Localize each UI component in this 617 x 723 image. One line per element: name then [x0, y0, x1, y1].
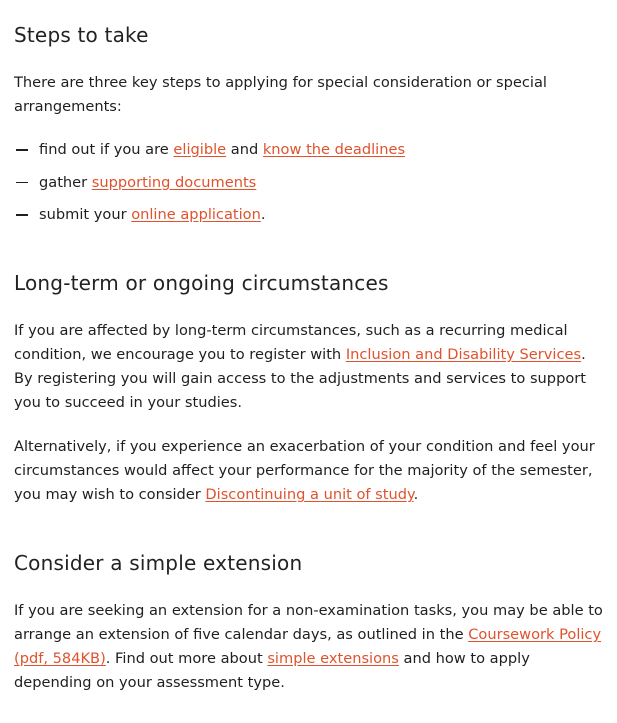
- discontinuing-unit-link[interactable]: Discontinuing a unit of study: [205, 486, 414, 503]
- steps-intro-text: There are three key steps to applying for special consideration or special arrangements:: [14, 74, 547, 115]
- extension-heading: Consider a simple extension: [14, 551, 303, 575]
- list-item: [14, 138, 594, 162]
- list-item-text: and: [226, 141, 263, 158]
- paragraph-text: .: [413, 486, 419, 503]
- list-item: [14, 203, 594, 227]
- steps-list: [14, 138, 594, 236]
- paragraph-text: . Find out more about: [105, 650, 268, 667]
- supporting-documents-link[interactable]: supporting documents: [91, 173, 257, 191]
- list-item-text: find out if you are: [39, 141, 174, 158]
- long-term-heading: Long-term or ongoing circumstances: [14, 271, 389, 295]
- paragraph-text: . By registering you will gain access to the adjustments and services to support you to succeed in your studies.: [14, 346, 586, 411]
- list-item: [14, 171, 594, 195]
- extension-paragraph: [14, 599, 604, 695]
- list-item-text: gather: [39, 173, 92, 191]
- paragraph-text: and how to apply depending on your assessment type.: [14, 650, 530, 691]
- steps-heading: Steps to take: [14, 23, 149, 47]
- dash-bullet-icon: [16, 214, 28, 216]
- eligible-link[interactable]: eligible: [173, 141, 227, 158]
- online-application-link[interactable]: online application: [131, 206, 261, 223]
- dash-bullet-icon: [16, 182, 28, 184]
- coursework-policy-link[interactable]: Coursework Policy (pdf, 584KB): [14, 626, 602, 667]
- inclusion-disability-services-link[interactable]: Inclusion and Disability Services: [345, 346, 582, 363]
- simple-extensions-link[interactable]: simple extensions: [267, 650, 399, 667]
- long-term-paragraph-1: [14, 319, 604, 415]
- long-term-paragraph-2: [14, 435, 604, 507]
- list-item-text: submit your: [39, 206, 132, 223]
- paragraph-text: If you are seeking an extension for a non-examination tasks, you may be able to arrange an extension of five calendar days, as outlined in the: [14, 602, 603, 643]
- paragraph-text: If you are affected by long-term circumstances, such as a recurring medical condition, we encourage you to register with: [14, 322, 568, 363]
- paragraph-text: Alternatively, if you experience an exacerbation of your condition and feel your circumstances would affect your performance for the majority of the semester, you may wish to consider: [14, 438, 595, 503]
- list-item-text: .: [260, 206, 266, 223]
- deadlines-link[interactable]: know the deadlines: [262, 141, 406, 158]
- dash-bullet-icon: [16, 149, 28, 151]
